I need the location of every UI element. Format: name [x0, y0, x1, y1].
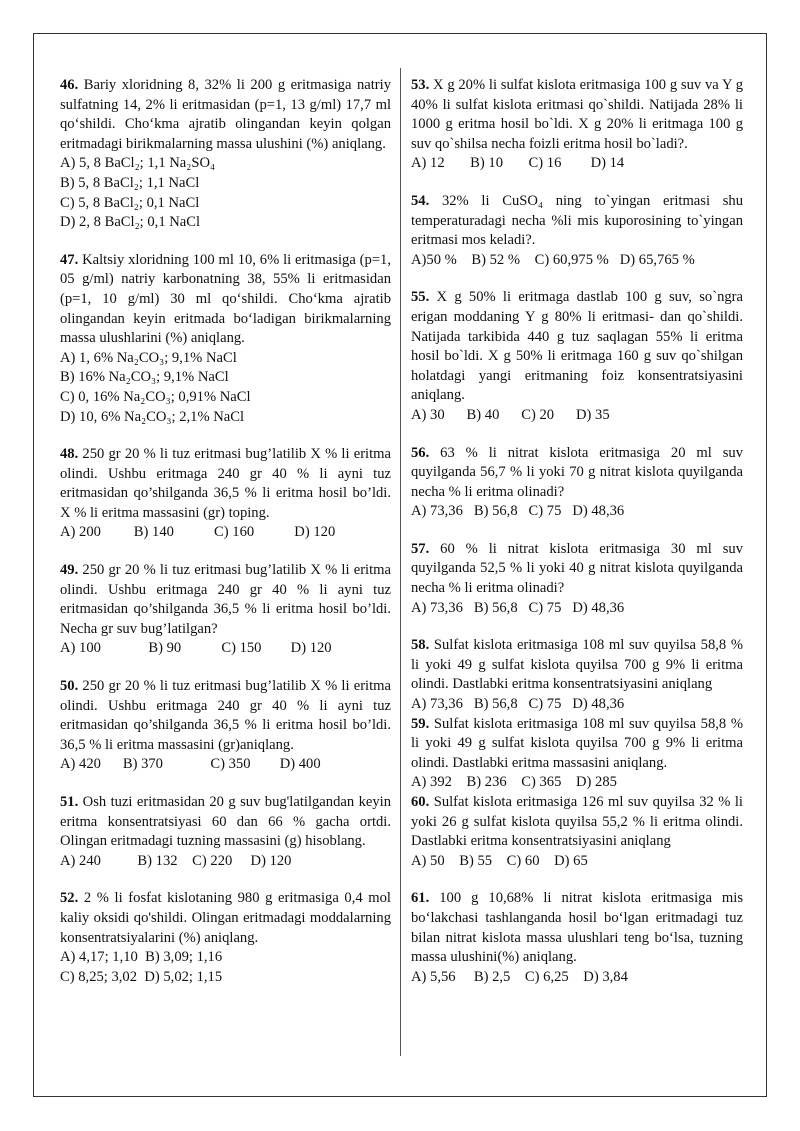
- question-number: 54.: [411, 192, 430, 209]
- question-text: Kaltsiy xloridning 100 ml 10, 6% li eritmasiga (p=1, 05 g/ml) natriy karbonatning 38, 55% li eritmasidan (p=1, 10 g/ml) 30 ml qo‘shildi. Cho‘kma ajratib olingandan keyin eritmada bo‘ladigan birikmalarning massa ulushlarini (%) aniqlang.: [60, 251, 391, 347]
- question-text: 63 % li nitrat kislota eritmasiga 20 ml suv quyilganda 56,7 % li yoki 70 g nitrat kislota quyilganda necha % li eritma olinadi?: [411, 444, 743, 500]
- question-number: 48.: [60, 446, 79, 463]
- option-c: C) 0, 16% Na₂CO₃; 0,91% NaCl: [60, 388, 251, 405]
- option-a: A) 1, 6% Na₂CO₃; 9,1% NaCl: [60, 349, 237, 366]
- question-number: 60.: [411, 794, 430, 810]
- question-text: Sulfat kislota eritmasiga 108 ml suv quyilsa 58,8 % li yoki 49 g sulfat kislota quyilsa 700 g 9% li eritma olindi. Dastlabki eritma konsentratsiyasini aniqlang: [411, 637, 743, 693]
- options-row: A) 200 B) 140 C) 160 D) 120: [60, 524, 336, 541]
- question-text: Sulfat kislota eritmasiga 108 ml suv quyilsa 58,8 % li yoki 49 g sulfat kislota quyilsa 700 g 9% li eritma olindi. Dastlabki eritma massasini aniqlang.: [411, 715, 743, 771]
- options-row: A) 5,56 B) 2,5 C) 6,25 D) 3,84: [411, 968, 628, 985]
- options-row: A) 73,36 B) 56,8 C) 75 D) 48,36: [411, 503, 625, 520]
- options-row: A) 392 B) 236 C) 365 D) 285: [411, 774, 617, 791]
- question-55: [411, 288, 743, 425]
- options-row: A) 12 B) 10 C) 16 D) 14: [411, 155, 625, 172]
- question-number: 56.: [411, 444, 430, 461]
- question-48: [60, 445, 391, 543]
- question-47: [60, 251, 391, 427]
- options-row: A) 420 B) 370 C) 350 D) 400: [60, 756, 321, 773]
- option-c: C) 5, 8 BaCl₂; 0,1 NaCl: [60, 194, 200, 211]
- question-text: 250 gr 20 % li tuz eritmasi bug’latilib X % li eritma olindi. Ushbu eritmaga 240 gr 40 % li ayni tuz eritmasidan qo’shilganda 36,5 % li eritma hosil bo’ldi. X % li eritma massasini (gr) toping.: [60, 446, 391, 521]
- option-b: B) 5, 8 BaCl₂; 1,1 NaCl: [60, 174, 200, 191]
- question-57: [411, 540, 743, 618]
- question-number: 53.: [411, 77, 430, 93]
- question-text: Osh tuzi eritmasidan 20 g suv bug'latilgandan keyin eritma konsentratsiyasi 60 dan 66 % gacha ortdi. Olingan eritmadagi tuzning massasini (g) hisoblang.: [60, 794, 391, 850]
- question-text: 2 % li fosfat kislotaning 980 g eritmasiga 0,4 mol kaliy oksidi qo'shildi. Olingan eritmadagi moddalarning konsentratsiyalarini (%) aniqlang.: [60, 890, 391, 946]
- option-d: D) 10, 6% Na₂CO₃; 2,1% NaCl: [60, 408, 245, 425]
- question-58: [411, 636, 743, 714]
- left-column: [60, 76, 391, 1005]
- question-text: X g 50% li eritmaga dastlab 100 g suv, so`ngra erigan moddaning Y g 80% li eritmasi- dan qo`shildi. Natijada tarkibida 440 g tuz saqlagan 55% li eritma hosil bo`ldi. X g 50% li eritmaga 160 g suv qo`shilgan holatdagi yangi eritmaning foiz konsentratsiyasini aniqlang.: [411, 289, 743, 404]
- options-row-2: C) 8,25; 3,02 D) 5,02; 1,15: [60, 968, 223, 985]
- question-number: 47.: [60, 251, 79, 268]
- question-49: [60, 561, 391, 659]
- question-number: 58.: [411, 637, 430, 654]
- options-row: A) 73,36 B) 56,8 C) 75 D) 48,36: [411, 696, 625, 713]
- question-number: 46.: [60, 77, 79, 93]
- question-46: [60, 76, 391, 233]
- question-text: 60 % li nitrat kislota eritmasiga 30 ml suv quyilganda 52,5 % li yoki 40 g nitrat kislota quyilganda necha % li eritma olinadi?: [411, 540, 743, 597]
- right-column: [411, 76, 743, 1005]
- question-50: [60, 677, 391, 775]
- option-b: B) 16% Na₂CO₃; 9,1% NaCl: [60, 369, 229, 386]
- question-text: 100 g 10,68% li nitrat kislota eritmasiga mis bo‘lakchasi tashlanganda hosil bo‘lgan eritmadagi tuz bilan nitrat kislota massa ulushlari teng bo‘lsa, tuzning massa ulushini(%) aniqlang.: [411, 890, 743, 966]
- options-row: A)50 % B) 52 % C) 60,975 % D) 65,765 %: [411, 251, 695, 268]
- options-row: A) 30 B) 40 C) 20 D) 35: [411, 406, 610, 423]
- question-text: Bariy xloridning 8, 32% li 200 g eritmasiga natriy sulfatning 14, 2% li eritmasidan (p=1, 13 g/ml) 17,7 ml qo‘shildi. Cho‘kma ajratib olingandan keyin qolgan eritmadagi birikmalarning massa ulushini (%) aniqlang.: [60, 77, 391, 152]
- question-number: 49.: [60, 562, 79, 579]
- question-53: [411, 76, 743, 174]
- question-number: 57.: [411, 540, 430, 557]
- question-52: [60, 889, 391, 987]
- options-row: A) 100 B) 90 C) 150 D) 120: [60, 640, 332, 657]
- question-text: 32% li CuSO₄ ning to`yingan eritmasi shu temperaturadagi necha %li mis kuporosining to`yingan eritmasi mos keladi?.: [411, 192, 743, 249]
- question-59: [411, 715, 743, 793]
- question-number: 59.: [411, 715, 430, 732]
- option-d: D) 2, 8 BaCl₂; 0,1 NaCl: [60, 214, 201, 231]
- options-row: A) 73,36 B) 56,8 C) 75 D) 48,36: [411, 599, 625, 616]
- column-divider: [400, 68, 401, 1056]
- question-text: 250 gr 20 % li tuz eritmasi bug’latilib X % li eritma olindi. Ushbu eritmaga 240 gr 40 % li ayni tuz eritmasidan qo’shilganda 36,5 % li eritma hosil bo’ldi. 36,5 % li eritma massasini (gr)aniqlang.: [60, 678, 391, 753]
- question-number: 55.: [411, 289, 430, 306]
- options-row-1: A) 4,17; 1,10 B) 3,09; 1,16: [60, 949, 223, 966]
- question-number: 61.: [411, 890, 430, 907]
- question-61: [411, 889, 743, 987]
- question-60: [411, 793, 743, 871]
- question-56: [411, 444, 743, 522]
- options-row: A) 50 B) 55 C) 60 D) 65: [411, 852, 588, 869]
- question-text: Sulfat kislota eritmasiga 126 ml suv quyilsa 32 % li yoki 26 g sulfat kislota quyilsa 55,2 % li eritma olindi. Dastlabki eritma konsentratsiyasini aniqlang: [411, 794, 743, 850]
- options-row: A) 240 B) 132 C) 220 D) 120: [60, 852, 292, 869]
- option-a: A) 5, 8 BaCl₂; 1,1 Na₂SO₄: [60, 155, 216, 172]
- question-number: 51.: [60, 794, 79, 810]
- question-54: [411, 192, 743, 270]
- question-51: [60, 793, 391, 871]
- question-number: 50.: [60, 678, 79, 695]
- question-text: 250 gr 20 % li tuz eritmasi bug’latilib X % li eritma olindi. Ushbu eritmaga 240 gr 40 % li ayni tuz eritmasidan qo’shilganda 36,5 % li eritma hosil bo’ldi. Necha gr suv bug’latilgan?: [60, 562, 391, 637]
- question-text: X g 20% li sulfat kislota eritmasiga 100 g suv va Y g 40% li sulfat kislota eritmasi qo`shildi. Natijada 28% li 1000 g eritma hosil bo`ldi. X g 20% li eritmaga 100 g suv qo`shilsa necha foizli eritma hosil bo`ladi?.: [411, 77, 743, 152]
- question-number: 52.: [60, 890, 79, 907]
